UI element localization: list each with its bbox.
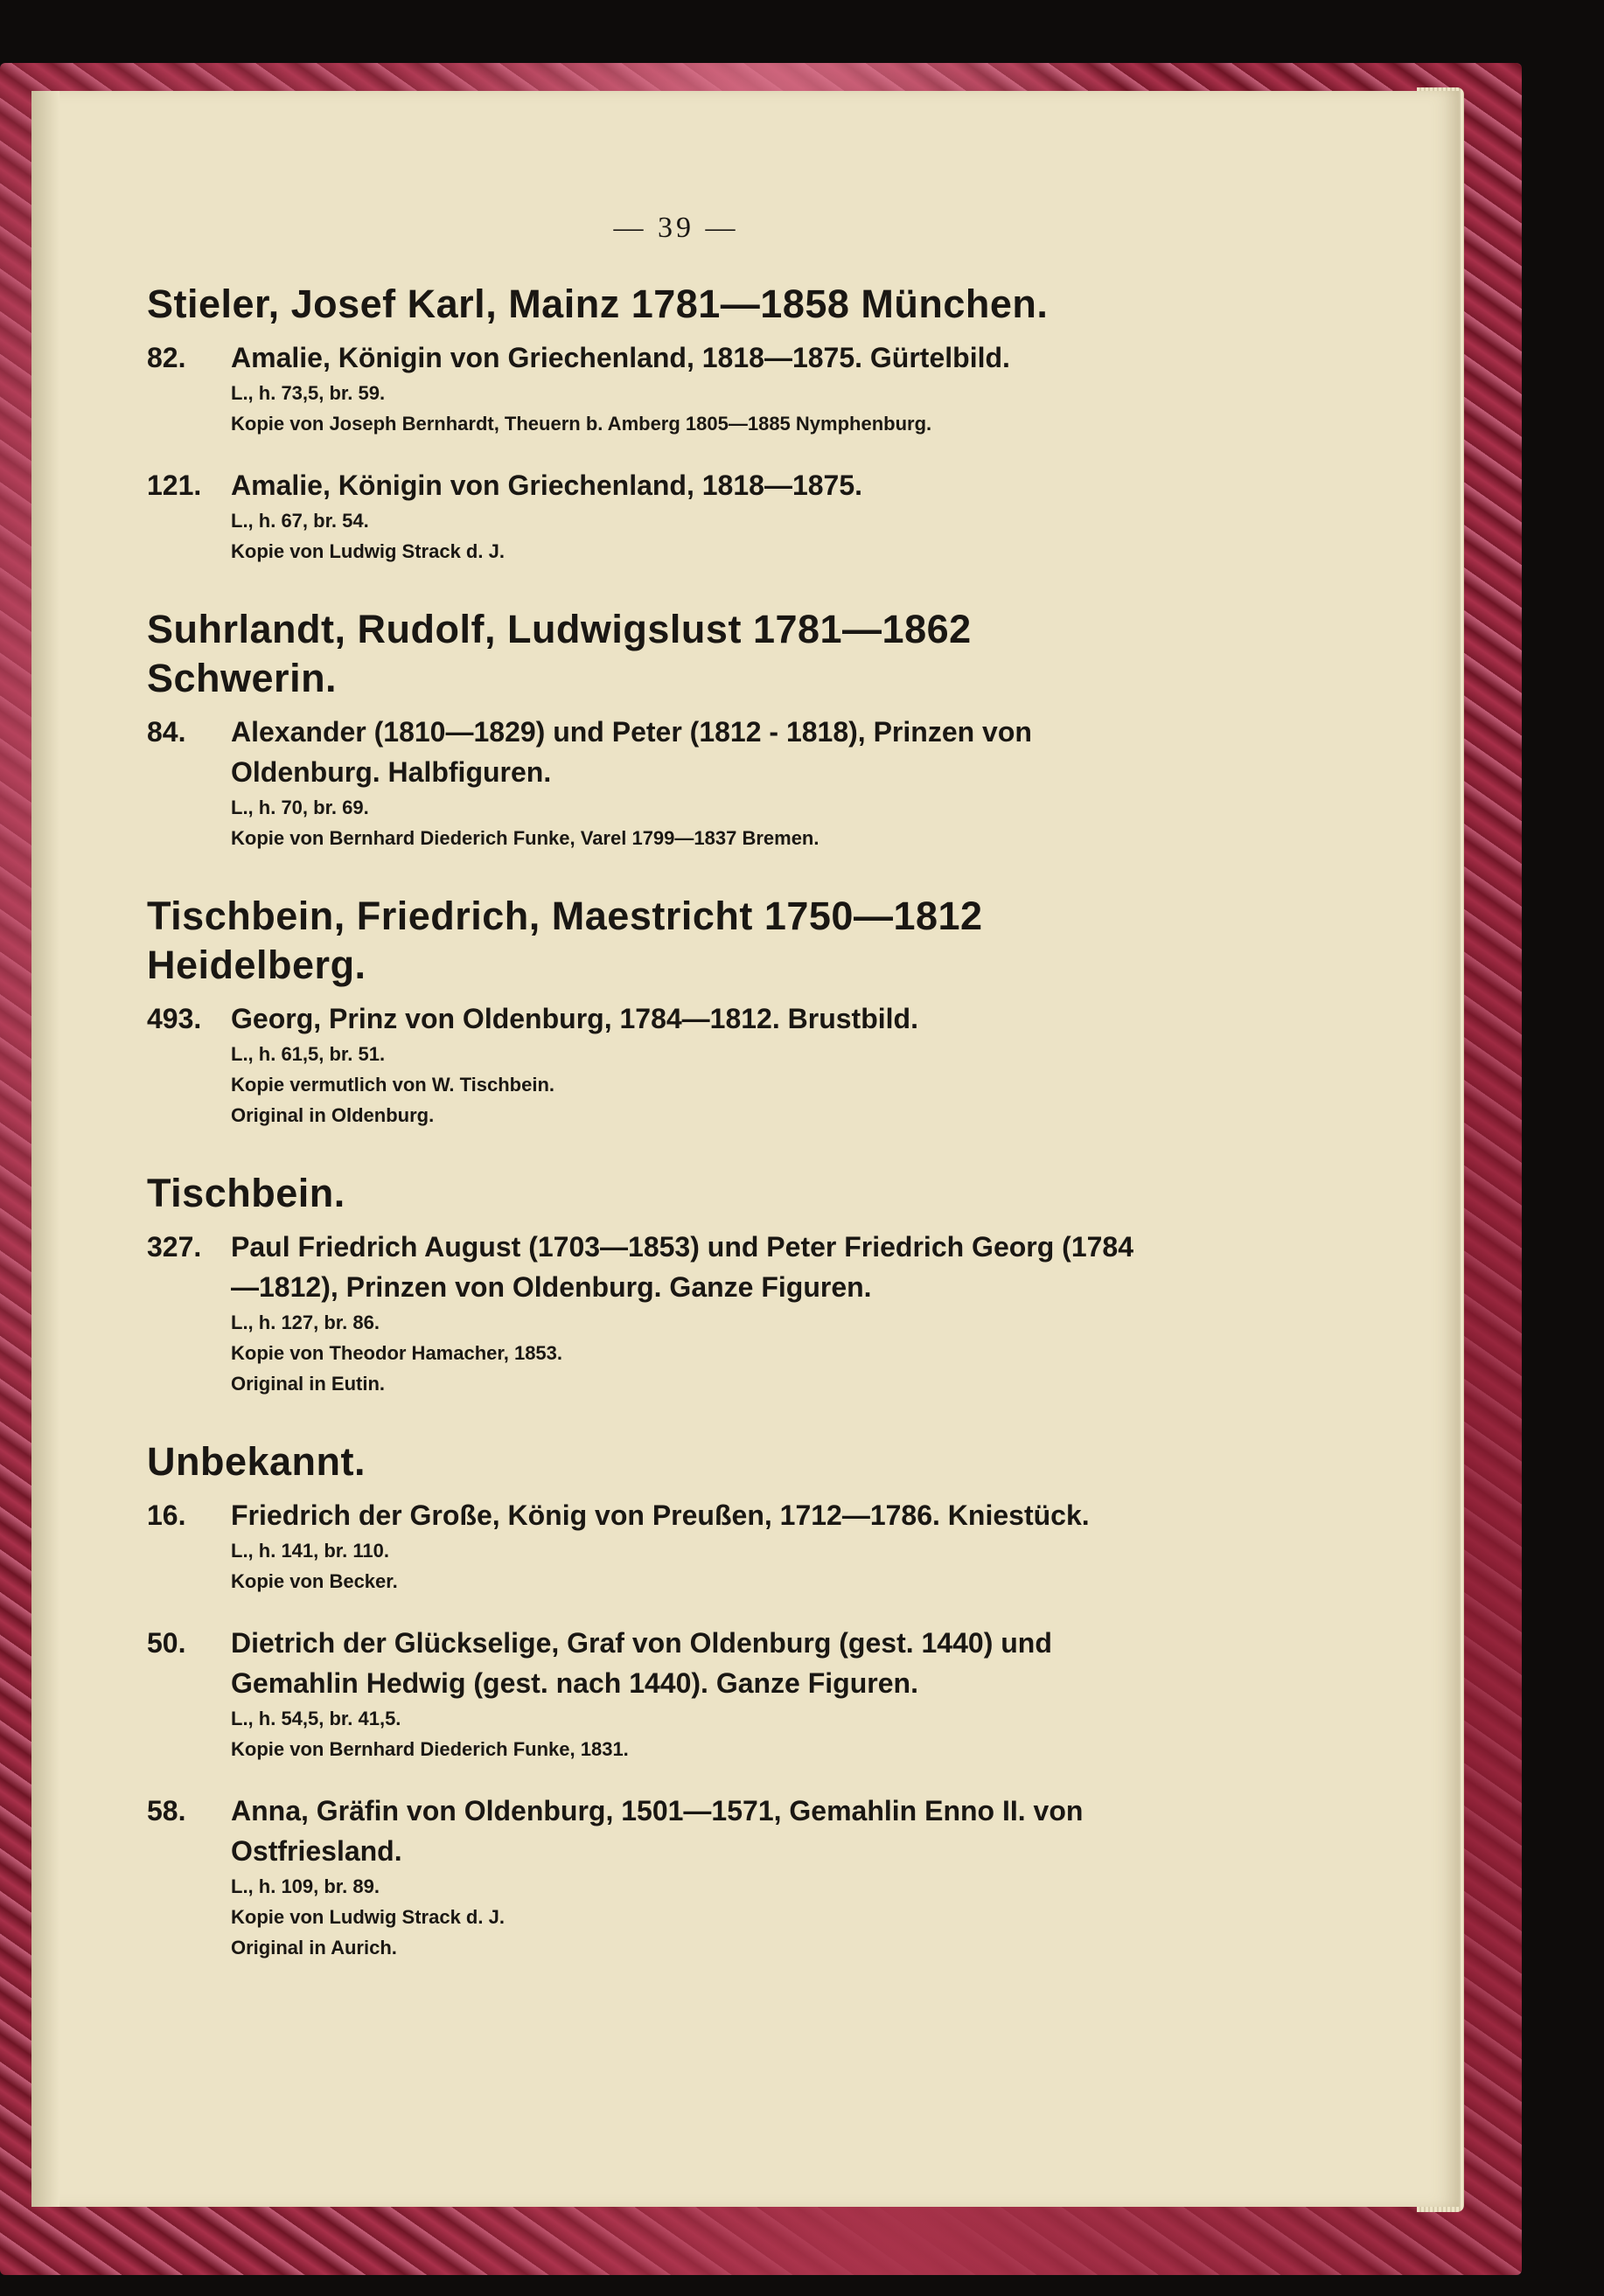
entry-number: 50.: [147, 1627, 186, 1659]
entry-head: [147, 1623, 1135, 1703]
entry-dimensions: L., h. 109, br. 89.: [231, 1875, 380, 1897]
entry-number: 493.: [147, 1003, 202, 1034]
artist-heading: Stieler, Josef Karl, Mainz 1781—1858 München.: [147, 282, 1049, 326]
catalog-entry: [147, 337, 1135, 439]
artist-heading: Unbekannt.: [147, 1439, 366, 1484]
page-gutter: [31, 91, 59, 2207]
entry-title: Amalie, Königin von Griechenland, 1818—1875. Gürtelbild.: [231, 342, 1010, 373]
entry-title: Amalie, Königin von Griechenland, 1818—1875.: [231, 470, 863, 501]
entry-number: 121.: [147, 470, 202, 501]
entry-number: 58.: [147, 1795, 186, 1826]
entry-head: [147, 337, 1135, 378]
entry-copy-note: Kopie von Becker.: [231, 1570, 398, 1592]
entry-number: 84.: [147, 716, 186, 748]
artist-heading: Tischbein.: [147, 1171, 345, 1215]
artist-section: [147, 1437, 1135, 1963]
entry-copy-note: Kopie vermutlich von W. Tischbein.: [231, 1074, 554, 1096]
entry-number: 82.: [147, 342, 186, 373]
entry-copy-note: Kopie von Bernhard Diederich Funke, 1831.: [231, 1738, 629, 1760]
entry-original-note: Original in Aurich.: [231, 1937, 397, 1959]
entry-original-note: Original in Oldenburg.: [231, 1104, 435, 1126]
catalog-entry: [147, 712, 1135, 853]
artist-heading: Suhrlandt, Rudolf, Ludwigslust 1781—1862 Schwerin.: [147, 607, 972, 700]
entry-original-note: Original in Eutin.: [231, 1373, 385, 1395]
entry-title: Friedrich der Große, König von Preußen, 1712—1786. Kniestück.: [231, 1499, 1090, 1531]
catalog-entry: [147, 998, 1135, 1131]
catalog-entry: [147, 465, 1135, 567]
entry-copy-note: Kopie von Joseph Bernhardt, Theuern b. Amberg 1805—1885 Nymphenburg.: [231, 413, 932, 435]
entry-title: Alexander (1810—1829) und Peter (1812 - 1818), Prinzen von Oldenburg. Halbfiguren.: [231, 716, 1032, 788]
artist-section: [147, 892, 1135, 1131]
entry-head: [147, 1791, 1135, 1871]
artist-section: [147, 605, 1135, 853]
entry-copy-note: Kopie von Bernhard Diederich Funke, Varel 1799—1837 Bremen.: [231, 827, 819, 849]
entry-head: [147, 1227, 1135, 1307]
entry-head: [147, 712, 1135, 792]
entry-title: Anna, Gräfin von Oldenburg, 1501—1571, Gemahlin Enno II. von Ostfriesland.: [231, 1795, 1084, 1867]
artist-section: [147, 1169, 1135, 1399]
entry-dimensions: L., h. 73,5, br. 59.: [231, 382, 386, 404]
entry-head: [147, 998, 1135, 1039]
catalog-entry: [147, 1791, 1135, 1963]
entry-dimensions: L., h. 61,5, br. 51.: [231, 1043, 386, 1065]
page-content: [147, 212, 1135, 2001]
catalog-entry: [147, 1623, 1135, 1764]
entry-head: [147, 1495, 1135, 1535]
entry-dimensions: L., h. 127, br. 86.: [231, 1312, 380, 1333]
entry-head: [147, 465, 1135, 505]
entry-title: Georg, Prinz von Oldenburg, 1784—1812. Brustbild.: [231, 1003, 918, 1034]
artist-heading: Tischbein, Friedrich, Maestricht 1750—1812 Heidelberg.: [147, 894, 983, 987]
entry-dimensions: L., h. 54,5, br. 41,5.: [231, 1708, 401, 1729]
entry-title: Paul Friedrich August (1703—1853) und Peter Friedrich Georg (1784—1812), Prinzen von Oldenburg. Ganze Figuren.: [231, 1231, 1134, 1303]
entry-dimensions: L., h. 70, br. 69.: [231, 797, 369, 818]
entry-copy-note: Kopie von Theodor Hamacher, 1853.: [231, 1342, 563, 1364]
page-number: — 39 —: [613, 212, 739, 244]
entry-dimensions: L., h. 141, br. 110.: [231, 1540, 389, 1562]
entry-number: 327.: [147, 1231, 202, 1263]
entry-dimensions: L., h. 67, br. 54.: [231, 510, 369, 532]
artist-section: [147, 280, 1135, 567]
catalog-entry: [147, 1227, 1135, 1399]
entry-copy-note: Kopie von Ludwig Strack d. J.: [231, 1906, 505, 1928]
entry-title: Dietrich der Glückselige, Graf von Oldenburg (gest. 1440) und Gemahlin Hedwig (gest. nach 1440). Ganze Figuren.: [231, 1627, 1052, 1699]
catalog-entry: [147, 1495, 1135, 1597]
entry-copy-note: Kopie von Ludwig Strack d. J.: [231, 540, 505, 562]
entry-number: 16.: [147, 1499, 186, 1531]
